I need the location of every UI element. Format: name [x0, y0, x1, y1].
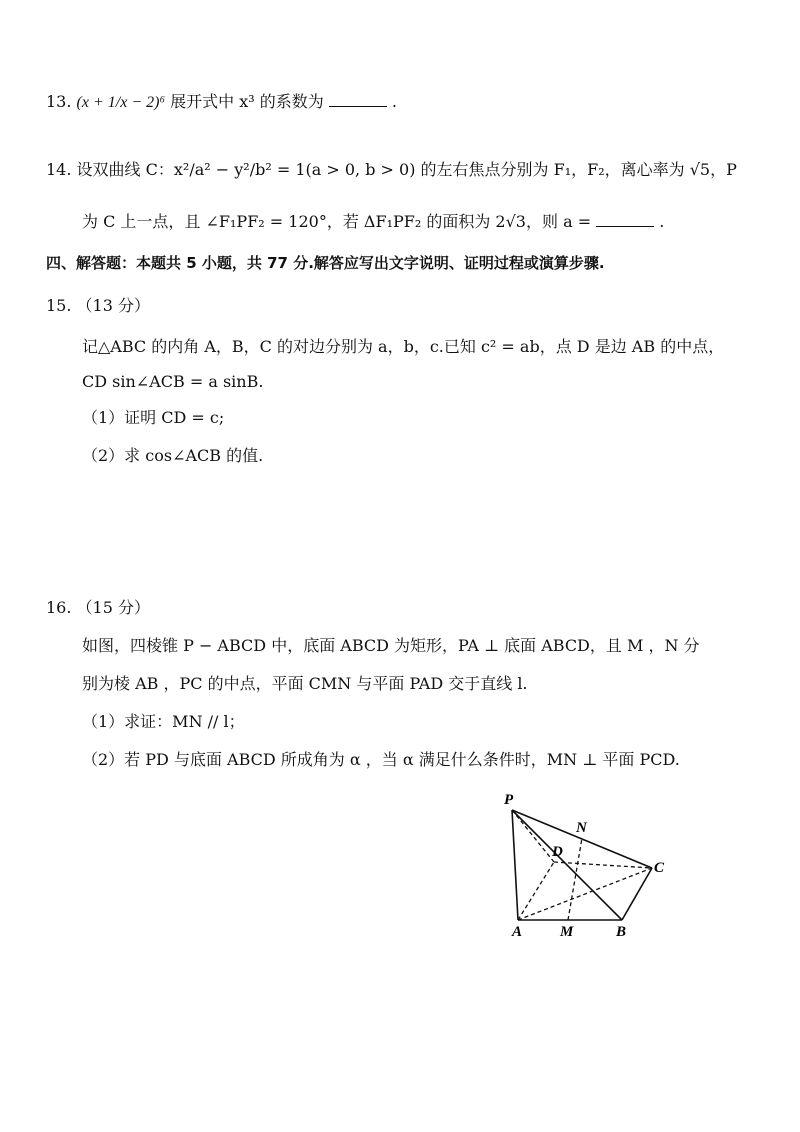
q14-end: . [659, 212, 665, 231]
q15-part2: （2）求 cos∠ACB 的值. [82, 446, 264, 465]
edge-ad [518, 862, 554, 920]
q13-expression: (x + 1/x − 2)⁶ [76, 94, 166, 111]
diagonal-ac [518, 868, 652, 920]
question-14 [46, 160, 737, 179]
pyramid-figure [490, 780, 690, 940]
label-c: C [654, 860, 665, 876]
q16-part1: （1）求证：MN // l； [82, 712, 245, 731]
edge-pd [512, 810, 554, 862]
q15-line1: 记△ABC 的内角 A，B，C 的对边分别为 a，b，c.已知 c² = ab，点 D 是边 AB 的中点， [82, 337, 725, 356]
q16-title: 16. （15 分） [46, 598, 150, 617]
label-n: N [576, 820, 587, 836]
label-a: A [512, 924, 523, 940]
q13-text: 展开式中 x³ 的系数为 [170, 92, 324, 111]
q14-number: 14. [46, 160, 72, 179]
q15-part1: （1）证明 CD = c; [82, 408, 225, 427]
q13-answer-blank [329, 106, 387, 107]
q13-end: . [391, 92, 398, 111]
q13-number: 13. [46, 92, 72, 111]
question-14-cont [82, 212, 664, 231]
label-p: P [504, 792, 514, 808]
label-d: D [552, 844, 563, 860]
q14-answer-blank [596, 226, 654, 227]
q16-line2: 别为棱 AB ，PC 的中点，平面 CMN 与平面 PAD 交于直线 l. [82, 674, 528, 693]
edge-pc [512, 810, 652, 868]
q16-part2: （2）若 PD 与底面 ABCD 所成角为 α ，当 α 满足什么条件时，MN ⊥ 平面 PCD. [82, 750, 680, 769]
q15-line2: CD sin∠ACB = a sinB. [82, 372, 264, 391]
label-b: B [616, 924, 627, 940]
question-13 [46, 92, 397, 112]
edge-bc [622, 868, 652, 920]
q14-line2: 为 C 上一点，且 ∠F₁PF₂ = 120°，若 ΔF₁PF₂ 的面积为 2√3，则 a = [82, 212, 592, 231]
q14-line1: 设双曲线 C：x²/a² − y²/b² = 1(a > 0, b > 0) 的左右焦点分别为 F₁，F₂，离心率为 √5，P [76, 160, 737, 179]
edge-pa [512, 810, 518, 920]
label-m: M [560, 924, 574, 940]
section-4-heading: 四、解答题：本题共 5 小题，共 77 分.解答应写出文字说明、证明过程或演算步骤. [46, 254, 605, 272]
q15-title: 15. （13 分） [46, 296, 150, 315]
q16-line1: 如图，四棱锥 P − ABCD 中，底面 ABCD 为矩形，PA ⊥ 底面 ABCD，且 M ，N 分 [82, 636, 700, 655]
